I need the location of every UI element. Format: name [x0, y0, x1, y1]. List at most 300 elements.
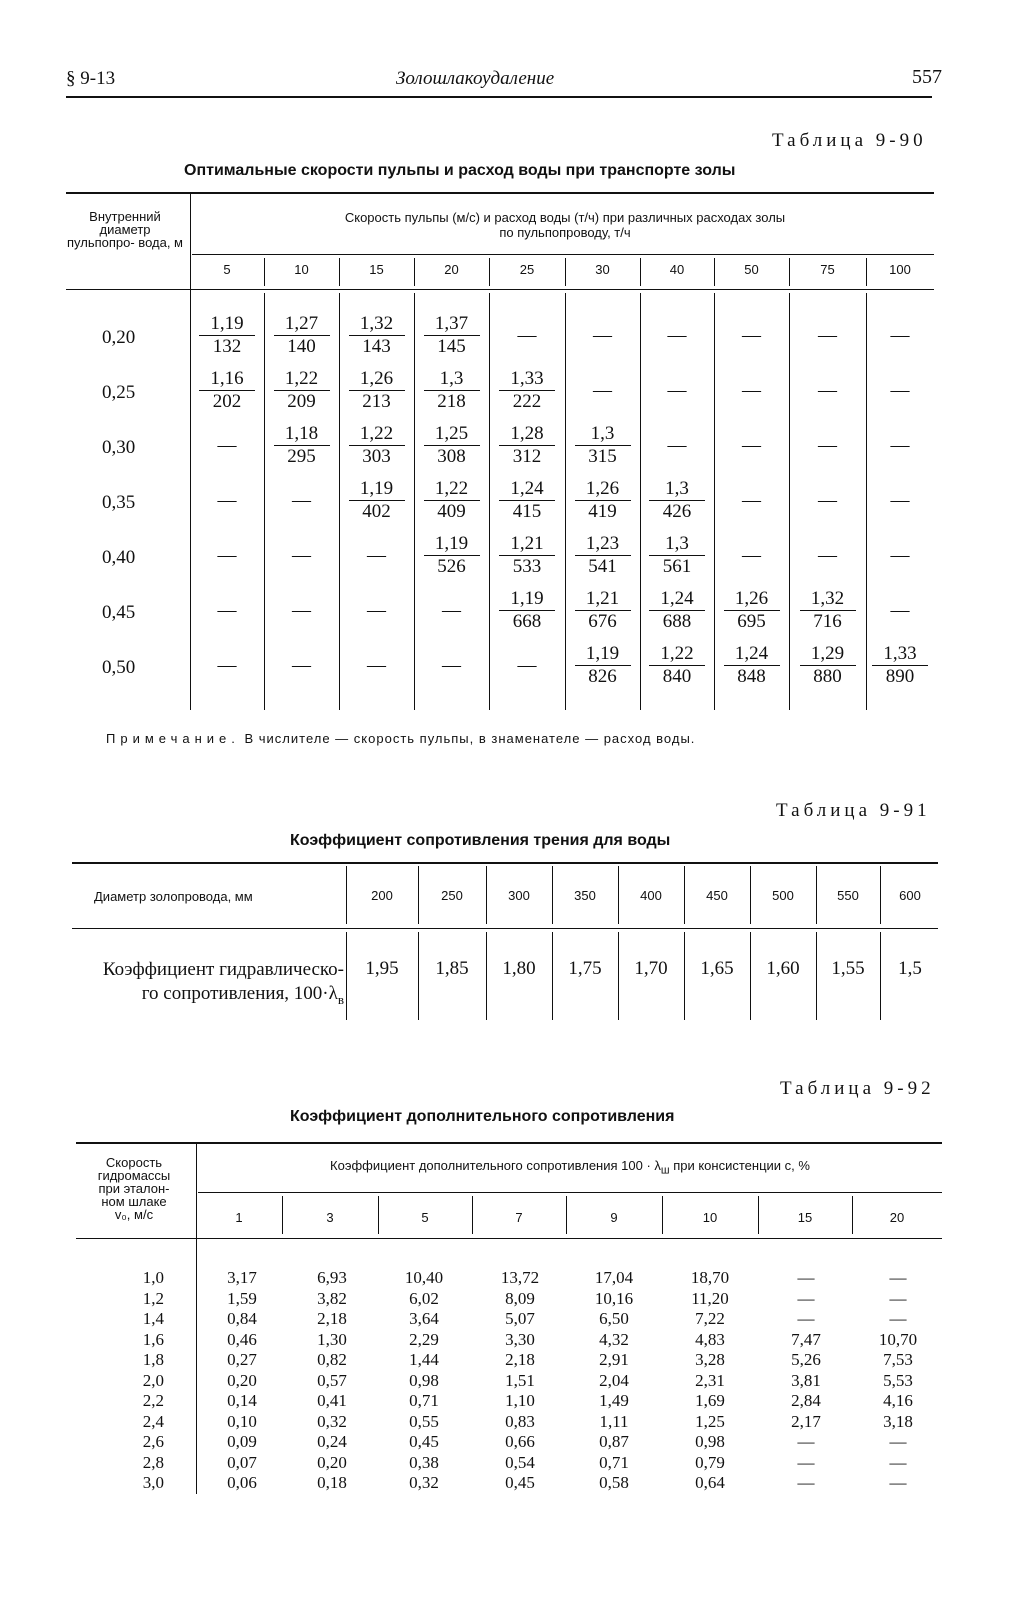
- table90-diameter: 0,25: [102, 382, 136, 403]
- table90-note: [106, 731, 695, 746]
- table90-column-separator: [264, 293, 265, 710]
- water-flow-value: 202: [199, 390, 255, 413]
- coefficient-value: 2,84: [791, 1391, 821, 1410]
- water-flow-value: 880: [800, 665, 856, 688]
- table92-data-column: [302, 1268, 362, 1494]
- table90-column-separator: [414, 293, 415, 710]
- table90-dash: —: [217, 600, 237, 621]
- table90-fraction: [349, 478, 405, 523]
- velocity-value: 1,23: [585, 533, 620, 554]
- coefficient-value: 6,50: [599, 1309, 629, 1328]
- group-header-text: Коэффициент дополнительного сопротивления 100 · λ: [330, 1158, 661, 1173]
- table90-dash: —: [292, 600, 311, 621]
- water-flow-value: 315: [575, 445, 631, 468]
- coefficient-value: 4,32: [599, 1329, 629, 1349]
- water-flow-value: 676: [575, 610, 631, 633]
- table90-dash: —: [890, 545, 910, 566]
- table92-column-header: 5: [421, 1210, 429, 1225]
- table90-dash: —: [217, 655, 237, 676]
- table92-data-column: [490, 1268, 550, 1494]
- water-flow-value: 561: [649, 555, 705, 578]
- coefficient-value: 0,10: [227, 1411, 257, 1431]
- water-flow-value: 541: [575, 555, 631, 578]
- coefficient-value: 1,44: [409, 1350, 439, 1369]
- table90-fraction: [274, 368, 330, 413]
- table90-fraction: [499, 423, 555, 468]
- water-flow-value: 209: [274, 390, 330, 413]
- table90-column-header: 10: [294, 262, 309, 277]
- table90-group-header: Скорость пульпы (м/с) и расход воды (т/ч) при различных расходах золы: [344, 210, 786, 225]
- velocity-value: 1,24: [660, 588, 694, 609]
- table90-dash: —: [593, 325, 612, 346]
- table90-fraction: [575, 643, 631, 688]
- table90-fraction: [649, 643, 705, 688]
- table90-dash: —: [442, 655, 461, 676]
- water-flow-value: 213: [349, 390, 405, 413]
- table90-fraction: [424, 423, 480, 468]
- table92-column-header: 20: [889, 1210, 905, 1225]
- coefficient-value: 7,22: [695, 1309, 725, 1328]
- velocity-value: 1,37: [434, 313, 469, 334]
- coefficient-value: 0,64: [695, 1473, 725, 1492]
- coefficient-value: 0,54: [505, 1452, 535, 1472]
- velocity-value: 2,4: [142, 1411, 164, 1431]
- table90-fraction: [649, 588, 705, 633]
- coefficient-value: 10,70: [878, 1329, 918, 1349]
- coefficient-value: 2,31: [695, 1370, 725, 1390]
- water-flow-value: 826: [575, 665, 631, 688]
- table90-fraction: [499, 588, 555, 633]
- table90-dash: —: [593, 380, 612, 401]
- coefficient-value: 1,69: [695, 1391, 725, 1410]
- coefficient-value: 3,81: [791, 1370, 821, 1390]
- velocity-value: 2,6: [142, 1432, 164, 1451]
- table90-fraction: [424, 368, 480, 413]
- coefficient-value: 3,28: [695, 1350, 725, 1369]
- table90-column-header: 30: [595, 262, 610, 277]
- velocity-value: 1,6: [142, 1329, 164, 1349]
- velocity-value: 1,19: [359, 478, 394, 499]
- table90-diameter: 0,30: [102, 437, 136, 458]
- table90-fraction: [575, 588, 631, 633]
- coefficient-value: 0,27: [227, 1350, 257, 1369]
- coefficient-value: 0,71: [599, 1452, 629, 1472]
- velocity-value: 1,19: [434, 533, 469, 554]
- table90-dash: —: [292, 545, 311, 566]
- table92-row-header: [76, 1156, 192, 1221]
- coefficient-value: 0,32: [409, 1473, 439, 1492]
- coefficient-value: —: [889, 1288, 907, 1308]
- table90-column-separator: [565, 293, 566, 710]
- velocity-value: 1,4: [142, 1309, 164, 1328]
- table90-dash: —: [367, 600, 386, 621]
- coefficient-value: 0,24: [317, 1432, 347, 1451]
- table90-column-separator: [489, 293, 490, 710]
- table91-value: 1,85: [435, 958, 469, 979]
- table90-diameter: 0,45: [102, 602, 136, 623]
- table90-fraction: [872, 643, 928, 688]
- velocity-value: 3,0: [142, 1473, 164, 1492]
- coefficient-value: —: [797, 1268, 815, 1287]
- table90-dash: —: [742, 490, 761, 511]
- table90-column-separator: [640, 293, 641, 710]
- coefficient-value: 0,71: [409, 1391, 439, 1410]
- row2-header-sub: в: [337, 991, 344, 1007]
- water-flow-value: 688: [649, 610, 705, 633]
- velocity-value: 1,27: [284, 313, 319, 334]
- coefficient-value: 3,82: [317, 1288, 347, 1308]
- table92-column-header: 10: [702, 1210, 718, 1225]
- coefficient-value: 0,84: [227, 1309, 257, 1328]
- velocity-value: 1,3: [590, 423, 615, 444]
- table90-dash: —: [742, 435, 761, 456]
- table91-column-header: 500: [772, 888, 794, 903]
- table90-column-header: 75: [820, 262, 835, 277]
- table90-dash: —: [818, 435, 837, 456]
- table91-column-header: 550: [837, 888, 859, 903]
- table91-label: Таблица 9-91: [776, 800, 931, 821]
- velocity-value: 1,33: [510, 368, 544, 389]
- table90-group-header-2: по пульпопроводу, т/ч: [499, 225, 631, 240]
- coefficient-value: 0,57: [317, 1370, 347, 1390]
- table90-dash: —: [818, 380, 837, 401]
- table92-column-header: 9: [610, 1210, 618, 1225]
- table90-column-separator: [866, 293, 867, 710]
- coefficient-value: 17,04: [594, 1268, 634, 1287]
- water-flow-value: 218: [424, 390, 480, 413]
- coefficient-value: 3,64: [409, 1309, 439, 1328]
- table90-dash: —: [890, 435, 910, 456]
- table90-column-header: 40: [669, 262, 685, 277]
- velocity-value: 1,29: [810, 643, 845, 664]
- velocity-value: 2,0: [142, 1370, 164, 1390]
- table90-fraction: [424, 533, 480, 578]
- velocity-value: 1,33: [883, 643, 917, 664]
- table91-value: 1,95: [365, 958, 399, 979]
- coefficient-value: —: [797, 1288, 815, 1308]
- table90-fraction: [349, 313, 405, 358]
- table91-column-header: 450: [706, 888, 728, 903]
- velocity-value: 1,22: [359, 423, 394, 444]
- coefficient-value: 8,09: [505, 1288, 535, 1308]
- table91-value: 1,70: [634, 958, 668, 979]
- table90-dash: —: [818, 325, 837, 346]
- table90-column-header: 25: [519, 262, 535, 277]
- table91-value: 1,65: [700, 958, 734, 979]
- coefficient-value: 1,11: [599, 1411, 629, 1431]
- table92-data-column: [584, 1268, 644, 1494]
- table90-fraction: [274, 313, 330, 358]
- coefficient-value: —: [889, 1432, 907, 1451]
- water-flow-value: 840: [649, 665, 705, 688]
- row-header-line: v₀, м/с: [114, 1207, 154, 1222]
- table91-row1-header: Диаметр золопровода, мм: [94, 889, 253, 904]
- water-flow-value: 308: [424, 445, 480, 468]
- table90-row-header: Внутренний диаметр пульпопро- вода, м: [66, 209, 183, 250]
- velocity-value: 1,19: [510, 588, 544, 609]
- coefficient-value: 4,16: [883, 1391, 913, 1410]
- coefficient-value: 13,72: [500, 1268, 540, 1287]
- table90-dash: —: [217, 545, 237, 566]
- table90-fraction: [575, 423, 631, 468]
- group-header-sub: ш: [660, 1164, 670, 1177]
- water-flow-value: 668: [499, 610, 555, 633]
- coefficient-value: 1,51: [505, 1370, 535, 1390]
- page-number: 557: [912, 66, 942, 88]
- row-header-line: при эталон-: [98, 1181, 170, 1196]
- coefficient-value: 2,91: [599, 1350, 629, 1369]
- note-label: Примечание.: [106, 731, 240, 746]
- table90-fraction: [424, 313, 480, 358]
- velocity-value: 2,2: [142, 1391, 164, 1410]
- coefficient-value: 2,17: [791, 1411, 821, 1431]
- water-flow-value: 145: [424, 335, 480, 358]
- table91-value: 1,5: [898, 958, 922, 979]
- table90-dash: —: [517, 325, 537, 346]
- velocity-value: 1,3: [665, 533, 689, 554]
- table90-dash: —: [742, 380, 761, 401]
- coefficient-value: 0,79: [695, 1452, 725, 1472]
- water-flow-value: 409: [424, 500, 480, 523]
- coefficient-value: 7,47: [791, 1329, 821, 1349]
- velocity-value: 1,2: [142, 1288, 164, 1308]
- coefficient-value: 0,98: [409, 1370, 439, 1390]
- table90-dash: —: [890, 380, 910, 401]
- coefficient-value: 0,45: [505, 1473, 535, 1492]
- velocity-value: 1,26: [734, 588, 769, 609]
- table90-fraction: [649, 478, 705, 523]
- velocity-value: 1,18: [284, 423, 319, 444]
- table90-fraction: [575, 478, 631, 523]
- table90-column-separator: [714, 293, 715, 710]
- table90-dash: —: [667, 325, 687, 346]
- table91-value: 1,80: [502, 958, 536, 979]
- table90-fraction: [649, 533, 705, 578]
- table90-fraction: [499, 478, 555, 523]
- velocity-value: 1,26: [359, 368, 394, 389]
- velocity-value: 1,22: [284, 368, 319, 389]
- table90-dash: —: [818, 545, 837, 566]
- coefficient-value: 3,18: [883, 1411, 913, 1431]
- table90-diameter: 0,40: [102, 547, 136, 568]
- coefficient-value: 2,18: [317, 1309, 347, 1328]
- table90-dash: —: [742, 325, 761, 346]
- table90-column-header: 100: [889, 262, 911, 277]
- coefficient-value: 0,55: [409, 1411, 439, 1431]
- table92-data-column: [868, 1268, 928, 1494]
- table90-fraction: [724, 588, 780, 633]
- section-number: § 9-13: [66, 68, 116, 89]
- velocity-value: 1,8: [142, 1350, 164, 1369]
- table92-column-header: 15: [797, 1210, 813, 1225]
- velocity-value: 1,3: [665, 478, 689, 499]
- table90-fraction: [199, 313, 255, 358]
- coefficient-value: 3,30: [505, 1329, 535, 1349]
- table91-column-header: 300: [508, 888, 530, 903]
- table90-dash: —: [890, 600, 910, 621]
- coefficient-value: 5,53: [883, 1370, 913, 1390]
- table90-diameter: 0,35: [102, 492, 136, 513]
- table92-column-header: 3: [326, 1210, 334, 1225]
- note-text: В числителе — скорость пульпы, в знаменателе — расход воды.: [244, 731, 696, 746]
- water-flow-value: 695: [724, 610, 780, 633]
- table92-group-header: [200, 1158, 940, 1177]
- coefficient-value: 0,32: [317, 1411, 347, 1431]
- table90-dash: —: [217, 490, 237, 511]
- coefficient-value: 3,17: [227, 1268, 257, 1287]
- coefficient-value: 10,16: [594, 1288, 634, 1308]
- coefficient-value: 1,25: [695, 1411, 725, 1431]
- table90-dash: —: [667, 380, 687, 401]
- water-flow-value: 419: [575, 500, 631, 523]
- table90-column-header: 15: [369, 262, 384, 277]
- coefficient-value: —: [889, 1452, 907, 1472]
- velocity-value: 1,21: [510, 533, 544, 554]
- table90-dash: —: [890, 325, 910, 346]
- table91-value: 1,75: [568, 958, 602, 979]
- table90-column-header: 20: [444, 262, 459, 277]
- header-rule: [66, 96, 932, 98]
- table90-dash: —: [890, 490, 910, 511]
- coefficient-value: 0,58: [599, 1473, 629, 1492]
- coefficient-value: 1,10: [505, 1391, 535, 1410]
- coefficient-value: —: [889, 1473, 907, 1492]
- coefficient-value: 0,45: [409, 1432, 439, 1451]
- table92-velocity-column: [104, 1268, 164, 1494]
- coefficient-value: 1,30: [317, 1329, 347, 1349]
- coefficient-value: 0,06: [227, 1473, 257, 1492]
- coefficient-value: 0,82: [317, 1350, 347, 1369]
- table90-dash: —: [292, 490, 311, 511]
- coefficient-value: 0,98: [695, 1432, 725, 1451]
- table91-value: 1,60: [766, 958, 800, 979]
- coefficient-value: —: [889, 1268, 907, 1287]
- table90-column-header: 5: [223, 262, 231, 277]
- table90-fraction: [499, 533, 555, 578]
- coefficient-value: 0,46: [227, 1329, 257, 1349]
- coefficient-value: 18,70: [690, 1268, 730, 1287]
- water-flow-value: 533: [499, 555, 555, 578]
- velocity-value: 1,19: [210, 313, 244, 334]
- table90-column-separator: [789, 293, 790, 710]
- table91-value: 1,55: [831, 958, 865, 979]
- coefficient-value: 11,20: [691, 1288, 729, 1308]
- table90-dash: —: [517, 655, 537, 676]
- table90-fraction: [800, 588, 856, 633]
- water-flow-value: 143: [349, 335, 405, 358]
- water-flow-value: 303: [349, 445, 405, 468]
- table90-fraction: [499, 368, 555, 413]
- coefficient-value: 6,93: [317, 1268, 347, 1287]
- velocity-value: 1,32: [359, 313, 394, 334]
- velocity-value: 1,24: [510, 478, 544, 499]
- table92-data-column: [212, 1268, 272, 1494]
- velocity-value: 1,21: [585, 588, 620, 609]
- table92-column-header: 7: [515, 1210, 523, 1225]
- table90-dash: —: [442, 600, 461, 621]
- table90-fraction: [199, 368, 255, 413]
- row2-header-line2: го сопротивления, 100·λ: [141, 983, 338, 1004]
- table90-dash: —: [367, 545, 386, 566]
- velocity-value: 1,24: [734, 643, 769, 664]
- velocity-value: 1,28: [510, 423, 544, 444]
- table90-diameter: 0,20: [102, 327, 136, 348]
- coefficient-value: —: [797, 1432, 815, 1451]
- water-flow-value: 415: [499, 500, 555, 523]
- table90-fraction: [274, 423, 330, 468]
- velocity-value: 1,22: [660, 643, 694, 664]
- coefficient-value: 4,83: [695, 1329, 725, 1349]
- coefficient-value: 0,14: [227, 1391, 257, 1410]
- table90-dash: —: [367, 655, 386, 676]
- table90-dash: —: [292, 655, 311, 676]
- table90-label: Таблица 9-90: [772, 130, 927, 151]
- water-flow-value: 312: [499, 445, 555, 468]
- coefficient-value: 0,20: [227, 1370, 257, 1390]
- table90-fraction: [724, 643, 780, 688]
- coefficient-value: 0,18: [317, 1473, 347, 1492]
- table90-column-separator: [339, 293, 340, 710]
- velocity-value: 1,3: [439, 368, 464, 389]
- coefficient-value: 0,83: [505, 1411, 535, 1431]
- water-flow-value: 140: [274, 335, 330, 358]
- table92-title: Коэффициент дополнительного сопротивления: [290, 1108, 675, 1125]
- table90-diameter: 0,50: [102, 657, 136, 678]
- water-flow-value: 222: [499, 390, 555, 413]
- group-header-tail: при консистенции c, %: [673, 1158, 810, 1173]
- row2-header-line1: Коэффициент гидравлическо-: [102, 959, 344, 980]
- coefficient-value: 1,59: [227, 1288, 257, 1308]
- table92-column-header: 1: [235, 1210, 243, 1225]
- coefficient-value: —: [797, 1309, 815, 1328]
- table90-fraction: [575, 533, 631, 578]
- table90-title: Оптимальные скорости пульпы и расход воды при транспорте золы: [184, 162, 736, 179]
- coefficient-value: 0,66: [505, 1432, 535, 1451]
- water-flow-value: 132: [199, 335, 255, 358]
- velocity-value: 1,0: [142, 1268, 164, 1287]
- table90-dash: —: [818, 490, 837, 511]
- table91-title: Коэффициент сопротивления трения для воды: [290, 832, 671, 849]
- running-title: Золошлакоудаление: [396, 68, 555, 89]
- table90-dash: —: [742, 545, 761, 566]
- table90-fraction: [349, 368, 405, 413]
- coefficient-value: 2,18: [505, 1350, 535, 1369]
- row-header-line: Скорость: [105, 1155, 163, 1170]
- velocity-value: 1,19: [585, 643, 620, 664]
- velocity-value: 1,25: [434, 423, 469, 444]
- velocity-value: 1,22: [434, 478, 469, 499]
- table90-column-header: 50: [744, 262, 759, 277]
- table92-label: Таблица 9-92: [780, 1078, 935, 1099]
- coefficient-value: 6,02: [409, 1288, 439, 1308]
- table91-row2-header: [72, 958, 344, 1012]
- table92-data-column: [394, 1268, 454, 1494]
- coefficient-value: —: [889, 1309, 907, 1328]
- coefficient-value: 7,53: [883, 1350, 913, 1369]
- water-flow-value: 426: [649, 500, 705, 523]
- coefficient-value: 0,41: [317, 1391, 347, 1410]
- table92-data-column: [776, 1268, 836, 1494]
- table91-column-header: 200: [371, 888, 393, 903]
- table91-column-header: 250: [441, 888, 463, 903]
- coefficient-value: 0,38: [409, 1452, 439, 1472]
- water-flow-value: 295: [274, 445, 330, 468]
- table90-fraction: [424, 478, 480, 523]
- table90-dash: —: [667, 435, 687, 456]
- table92-data-column: [680, 1268, 740, 1494]
- velocity-value: 2,8: [142, 1452, 164, 1472]
- table90-fraction: [800, 643, 856, 688]
